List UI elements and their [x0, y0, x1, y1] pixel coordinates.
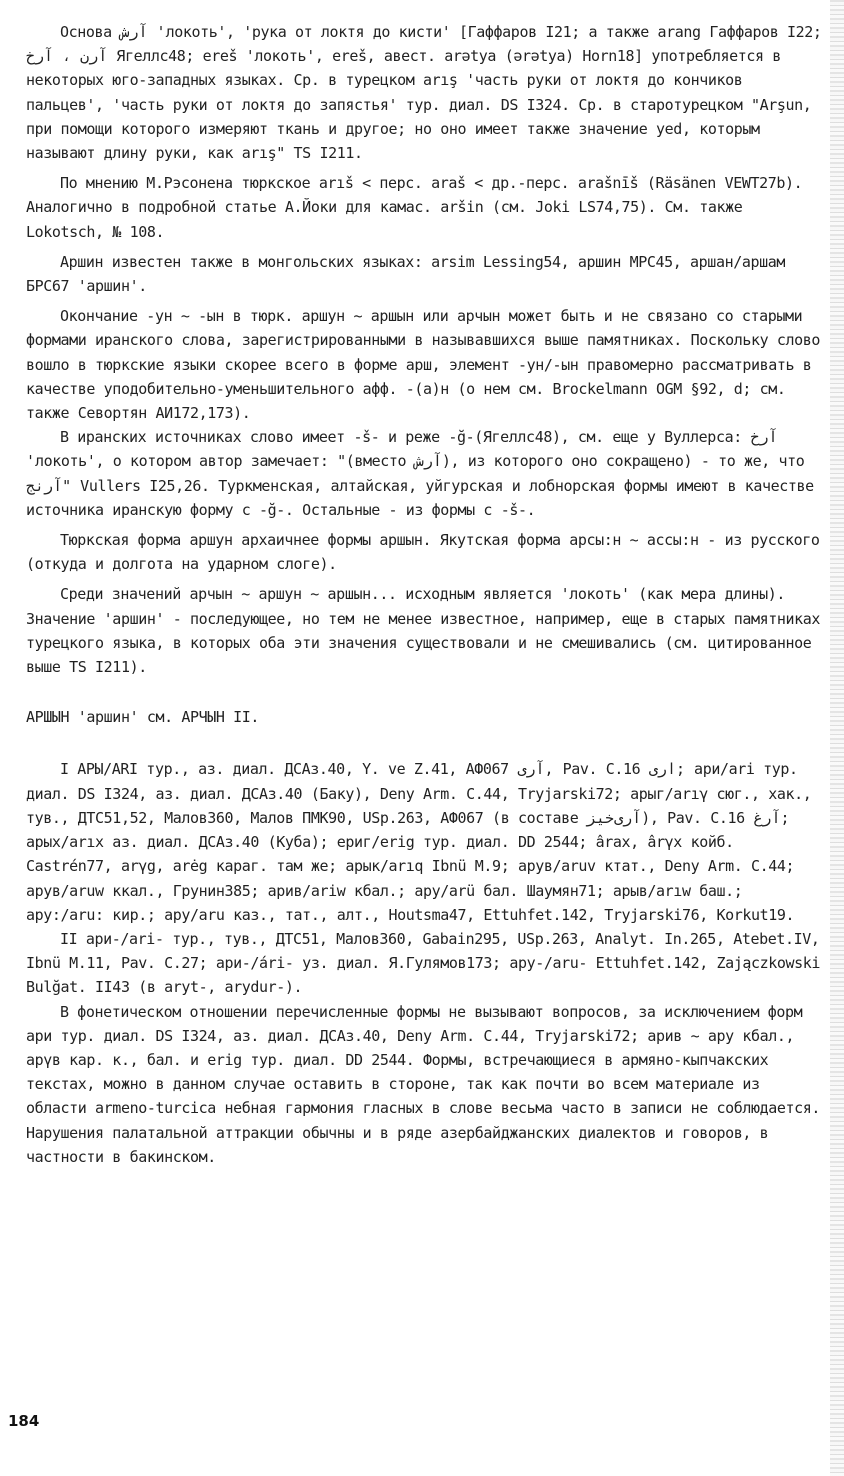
paragraph-suffix: Окончание -ун ~ -ын в тюрк. аршун ~ аршын или арчын может быть и не связано со старыми формами иранского слова, зарегистрированными в называвшихся выше памятниках. Поскольку слово вошло в тюркские языки скорее всего в форме арш, элемент -ун/-ын правомерно рассматривать в качестве уподобительно-уменьшительного афф. -(а)н (о нем см. Brockelmann OGM §92, d; см. также Севортян АИ172,173). — [26, 307, 829, 423]
entry-heading-arshyn: АРШЫН 'аршин' см. АРЧЫН II. — [26, 708, 260, 727]
paragraph-phonetic: В фонетическом отношении перечисленные формы не вызывают вопросов, за исключением форм ари тур. диал. DS I324, аз. диал. ДСАз.40, Deny Arm. C.44, Tryjarski72; арив ~ ару кбал., арүв кар. к., бал. и erig тур. диал. DD 2544. Формы, встречающиеся в армяно-кыпчакских текстах, можно в данном случае оставить в стороне, так как почти во всем материале из области armeno-turcica небная гармония гласных в слове весьма часто в записи не соблюдается. Нарушения палатальной аттракции обычны и в ряде азербайджанских диалектов и говоров, в частности в бакинском. — [26, 1002, 829, 1166]
paragraph-etymology: Основа آرش 'локоть', 'рука от локтя до кисти' [Гаффаров I21; а также arang Гаффаров I22; آرن ، آرخ Ягеллс48; ereš 'локоть', ereš, авест. arǝtya (ǝrǝtya) Horn18] употребляется в некоторых юго-западных языках. Ср. в турецком arış 'часть руки от локтя до кончиков пальцев', 'часть руки от локтя до запястья' тур. диал. DS I324. Ср. в старотурецком "Arşun, при помощи которого измеряют ткань и другое; но оно имеет также значение yed, которым называют длину руки, как arış" TS I211. — [26, 23, 831, 163]
entry-ari-ii: II ари-/ari- тур., тув., ДТС51, Малов360, Gabain295, USp.263, Analyt. In.265, Atebet.IV, Ibnü M.11, Pav. C.27; ари-/ári- уз. диал. Я.Гулямов173; ару-/aru- Ettuhfet.142, Zajączkowski Bulğat. II43 (в aryt-, arydur-). — [26, 929, 829, 997]
scan-edge-shadow — [830, 0, 844, 1476]
paragraph-iranian-sources: В иранских источниках слово имеет -š- и реже -ğ-(Ягеллс48), см. еще у Вуллерса: آرخ 'локоть', о котором автор замечает: "(вместо آرش), из которого оно сокращено) - то же, что آرنج" Vullers I25,26. Туркменская, алтайская, уйгурская и лобнорская формы имеют в качестве источника иранскую форму с -ğ-. Остальные - из формы с -š-. — [26, 428, 823, 519]
entry-ary-i: I АРЫ/ARI тур., аз. диал. ДСАз.40, Y. ve Z.41, АФ067 آری, Pav. C.16 اری; ари/ari тур. диал. DS I324, аз. диал. ДСАз.40 (Баку), Deny Arm. C.44, Tryjarski72; арыг/arıγ сюг., хак., тув., ДТС51,52, Малов360, Малов ПМК90, USp.263, АФ067 (в составе آری‌خیز), Pav. C.16 آرغ; арыx/arıx аз. диал. ДСАз.40 (Куба); ериг/erig тур. диал. DD 2544; ârax, ârγx койб. Castrén77, arγg, arėg караг. там же; арык/arıq Ibnü M.9; арув/aruv ктат., Deny Arm. C.44; арув/aruw ккал., Грунин385; арив/ariw кбал.; ару/arü бал. Шаумян71; арыв/arıw баш.; ару:/aru: кир.; ару/aru каз., тат., алт., Houtsma47, Ettuhfet.142, Tryjarski76, Korkut19. — [26, 760, 821, 924]
entry-body-top — [26, 20, 831, 1169]
paragraph-meanings: Среди значений арчын ~ аршун ~ аршын... исходным является 'локоть' (как мера длины). Значение 'аршин' - последующее, но тем не менее известное, например, еще в старых памятниках турецкого языка, в которых оба эти значения существовали и не смешивались (см. цитированное выше TS I211). — [26, 585, 829, 677]
paragraph-archaic-form: Тюркская форма аршун архаичнее формы аршын. Якутская форма арсы:н ~ ассы:н - из русского (откуда и долгота на ударном слоге). — [26, 531, 829, 574]
page-number: 184 — [8, 1412, 40, 1430]
paragraph-mongolian: Аршин известен также в монгольских языках: arsim Lessing54, аршин МРС45, аршан/аршам БРС67 'аршин'. — [26, 252, 794, 296]
paragraph-rasanen: По мнению М.Рэсонена тюркское arıš < перс. araš < др.-перс. arašnīš (Räsänen VEWT27b). Аналогично в подробной статье А.Йоки для камас. aršin (см. Joki LS74,75). См. также Lokotsch, № 108. — [26, 174, 811, 241]
